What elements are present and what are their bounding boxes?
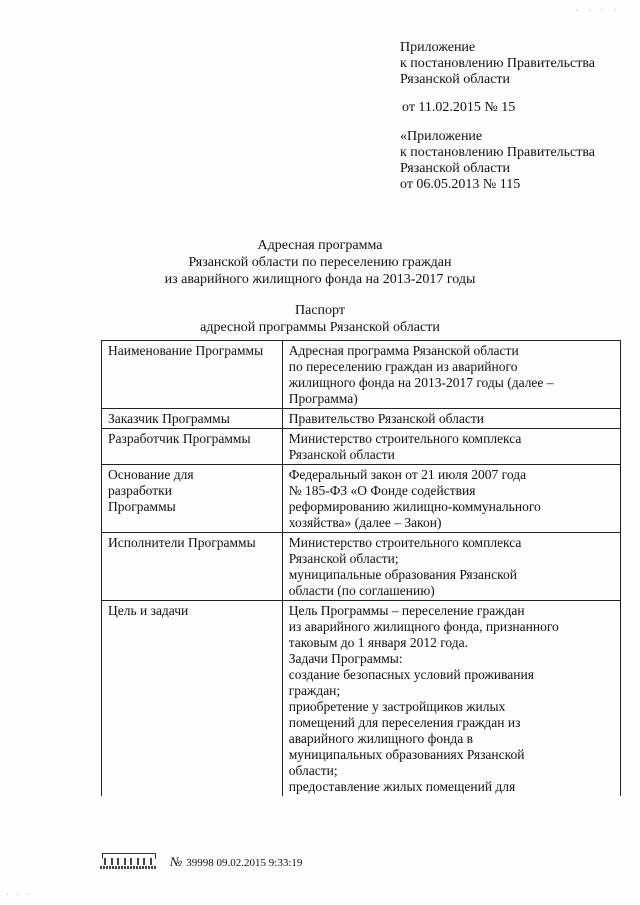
value-line: Федеральный закон от 21 июля 2007 года [288,467,527,482]
label-line: Исполнители Программы [108,535,256,550]
label-line: Заказчик Программы [108,411,230,426]
document-footer [98,851,302,873]
registration-text: 39998 09.02.2015 9:33:19 [186,857,303,869]
label-line: Разработчик Программы [108,431,251,446]
value-line: предоставление жилых помещений для [288,779,516,794]
appendix-header-current [400,40,595,88]
value-line: граждан; [288,683,341,698]
appendix-line: Рязанской области [400,161,511,176]
appendix-line: от 06.05.2013 № 115 [400,177,521,192]
value-line: муниципальные образования Рязанской [288,567,517,582]
appendix-line: Приложение [400,40,476,55]
value-line: Задачи Программы: [288,651,403,666]
appendix-line: к постановлению Правительства [400,145,596,160]
row-label [102,601,283,797]
row-label [102,429,283,465]
table-row [102,341,621,409]
appendix-line: к постановлению Правительства [400,56,596,71]
value-line: таковым до 1 января 2012 года. [288,635,469,650]
row-label [102,341,283,409]
table-row [102,601,621,797]
government-building-logo-icon [98,852,158,872]
label-line: Наименование Программы [108,343,264,358]
passport-table [101,340,621,796]
table-row [102,409,621,429]
value-line: по переселению граждан из аварийного [288,359,518,374]
label-line: Программы [108,499,176,514]
label-line: разработки [108,483,172,498]
value-line: хозяйства» (далее – Закон) [288,515,442,530]
passport-title-line: адресной программы Рязанской области [200,320,440,335]
table-row [102,429,621,465]
label-line: Цель и задачи [108,603,189,618]
value-line: создание безопасных условий проживания [288,667,534,682]
value-line: жилищного фонда на 2013-2017 годы (далее – [288,375,554,390]
value-line: Программа) [288,391,358,406]
value-line: Цель Программы – переселение граждан [288,603,525,618]
program-title-line: Рязанской области по переселению граждан [188,255,452,270]
passport-title [0,302,640,336]
value-line: области (по соглашению) [288,583,435,598]
label-line: Основание для [108,467,194,482]
value-line: из аварийного жилищного фонда, признанного [288,619,559,634]
value-line: Правительство Рязанской области [288,411,484,426]
value-line: муниципальных образованиях Рязанской [288,747,525,762]
scan-artifact-bottom: · · · [6,890,33,899]
row-value [282,429,620,465]
program-title-line: из аварийного жилищного фонда на 2013-2017 годы [164,272,476,287]
appendix-line: «Приложение [400,129,483,144]
scan-artifact-top: · · · · [575,6,620,15]
appendix-date: от 11.02.2015 № 15 [402,100,516,115]
number-sign: № [170,854,183,869]
row-value [282,533,620,601]
row-label [102,409,283,429]
row-value [282,409,620,429]
document-registration-stamp [170,854,302,870]
row-label [102,465,283,533]
value-line: Министерство строительного комплекса [288,535,522,550]
passport-title-line: Паспорт [295,303,345,318]
row-value [282,601,620,797]
value-line: Рязанской области; [288,551,399,566]
value-line: № 185-ФЗ «О Фонде содействия [288,483,476,498]
value-line: области; [288,763,338,778]
value-line: Министерство строительного комплекса [288,431,522,446]
program-title-line: Адресная программа [257,238,383,253]
value-line: Адресная программа Рязанской области [288,343,519,358]
row-value [282,465,620,533]
value-line: Рязанской области [288,447,395,462]
appendix-header-previous [400,129,595,193]
row-value [282,341,620,409]
program-title [0,237,640,288]
value-line: аварийного жилищного фонда в [288,731,473,746]
value-line: реформированию жилищно-коммунального [288,499,541,514]
value-line: приобретение у застройщиков жилых [288,699,506,714]
table-row [102,533,621,601]
value-line: помещений для переселения граждан из [288,715,521,730]
appendix-line: Рязанской области [400,72,511,87]
row-label [102,533,283,601]
table-row [102,465,621,533]
